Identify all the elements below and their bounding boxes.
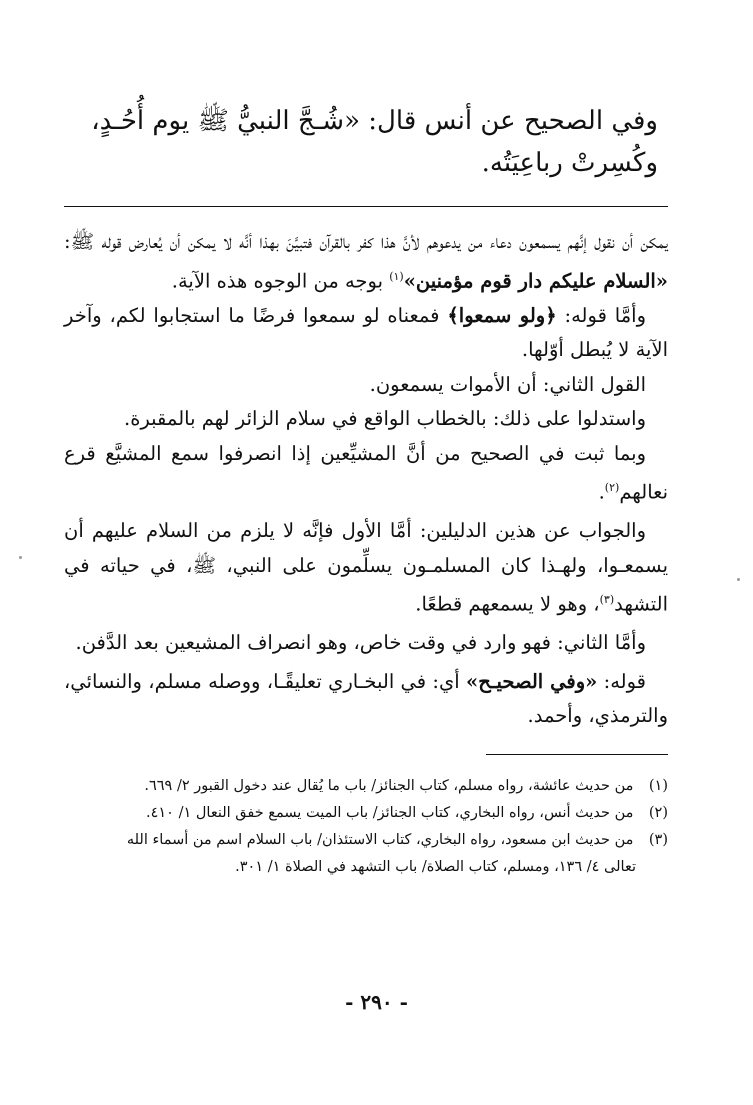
paragraph-1-text-a: يمكن أن نقول إنَّهم يسمعون دعاء من يدعوهم لأنَّ هذا كفر بالقرآن فتبيَّنَ بهذا أنَّه لا يمكن أن يُعارض قوله ﷺ: bbox=[64, 230, 668, 253]
paragraph-6-text-b: ، وهو لا يسمعهم قطعًا. bbox=[415, 592, 600, 616]
header-line-2: وكُسِرتْ رباعِيَتُه. bbox=[481, 148, 658, 178]
paragraph-1 bbox=[64, 225, 668, 299]
footnote-text: من حديث ابن مسعود، رواه البخاري، كتاب الاستئذان/ باب السلام اسم من أسماء الله bbox=[126, 831, 634, 848]
paragraph-8 bbox=[64, 665, 668, 734]
quran-quote: ﴿ولو سمعوا﴾ bbox=[447, 303, 557, 327]
paragraph-3: القول الثاني: أن الأموات يسمعون. bbox=[369, 372, 646, 396]
paragraph-5-text-b: . bbox=[598, 480, 605, 504]
footnote-3-continued bbox=[64, 854, 668, 881]
paragraph-5-text-a: وبما ثبت في الصحيح من أنَّ المشيِّعين إذا انصرفوا سمع المشيَّع قرع نعالهم bbox=[64, 441, 668, 504]
footnote-text: من حديث عائشة، رواه مسلم، كتاب الجنائز/ باب ما يُقال عند دخول القبور ٢/ ٦٦٩. bbox=[144, 777, 634, 794]
paragraph-6-text-a: والجواب عن هذين الدليلين: أمَّا الأول فإنَّه لا يلزم من السلام عليهم أن يسمعـوا، ولهـذا كان المسلمـون يسلِّمون على النبي، ﷺ، في حياته في التشهد bbox=[64, 519, 668, 616]
footnote-number: (٢) bbox=[648, 804, 668, 821]
body-text bbox=[64, 225, 668, 734]
paragraph-1-text-b: بوجه من الوجوه هذه الآية. bbox=[171, 269, 383, 292]
sahih-quote: «وفي الصحيـح» bbox=[466, 669, 598, 693]
page-content bbox=[64, 100, 668, 881]
page-number: - ٢٩٠ - bbox=[345, 990, 408, 1014]
header-quote bbox=[64, 100, 668, 184]
footnotes bbox=[64, 773, 668, 881]
footnote-ref-2: (٢) bbox=[604, 481, 620, 494]
footnote-ref-1: (١) bbox=[389, 269, 404, 283]
paragraph-7: وأمَّا الثاني: فهو وارد في وقت خاص، وهو انصراف المشيعين بعد الدَّفن. bbox=[75, 631, 646, 654]
footnote-number: (١) bbox=[648, 777, 668, 794]
footnote-number: (٣) bbox=[648, 831, 668, 848]
header-divider bbox=[64, 206, 668, 207]
paragraph-2-text-a: وأمَّا قوله: bbox=[564, 303, 646, 327]
paragraph-6 bbox=[64, 514, 668, 622]
header-line-1: وفي الصحيح عن أنس قال: «شُـجَّ النبيُّ ﷺ يوم أُحُـدٍ، bbox=[91, 106, 658, 136]
hadith-quote-1: «السلام عليكم دار قوم مؤمنين» bbox=[403, 269, 668, 292]
scan-speck bbox=[19, 556, 22, 559]
paragraph-5 bbox=[64, 437, 668, 511]
footnote-3 bbox=[64, 827, 668, 854]
paragraph-2 bbox=[64, 299, 668, 368]
footnote-divider bbox=[486, 754, 668, 755]
footnote-2 bbox=[64, 800, 668, 827]
paragraph-8-text-a: قوله: bbox=[603, 669, 646, 693]
paragraph-4: واستدلوا على ذلك: بالخطاب الواقع في سلام الزائر لهم بالمقبرة. bbox=[124, 407, 646, 430]
footnote-ref-3: (٣) bbox=[599, 593, 615, 606]
scan-speck bbox=[737, 578, 740, 581]
footnote-1 bbox=[64, 773, 668, 800]
footnote-text: تعالى ٤/ ١٣٦، ومسلم، كتاب الصلاة/ باب التشهد في الصلاة ١/ ٣٠١. bbox=[235, 858, 636, 875]
footnote-text: من حديث أنس، رواه البخاري، كتاب الجنائز/ باب الميت يسمع خفق النعال ١/ ٤١٠. bbox=[146, 804, 634, 821]
paragraph-2-text-b: فمعناه لو سمعوا فرضًا ما استجابوا لكم، وآخر الآية لا يُبطل أوّلها. bbox=[64, 303, 668, 361]
paragraph-8-text-b: أي: في البخـاري تعليقًـا، ووصله مسلم، والنسائي، والترمذي، وأحمد. bbox=[64, 669, 668, 727]
